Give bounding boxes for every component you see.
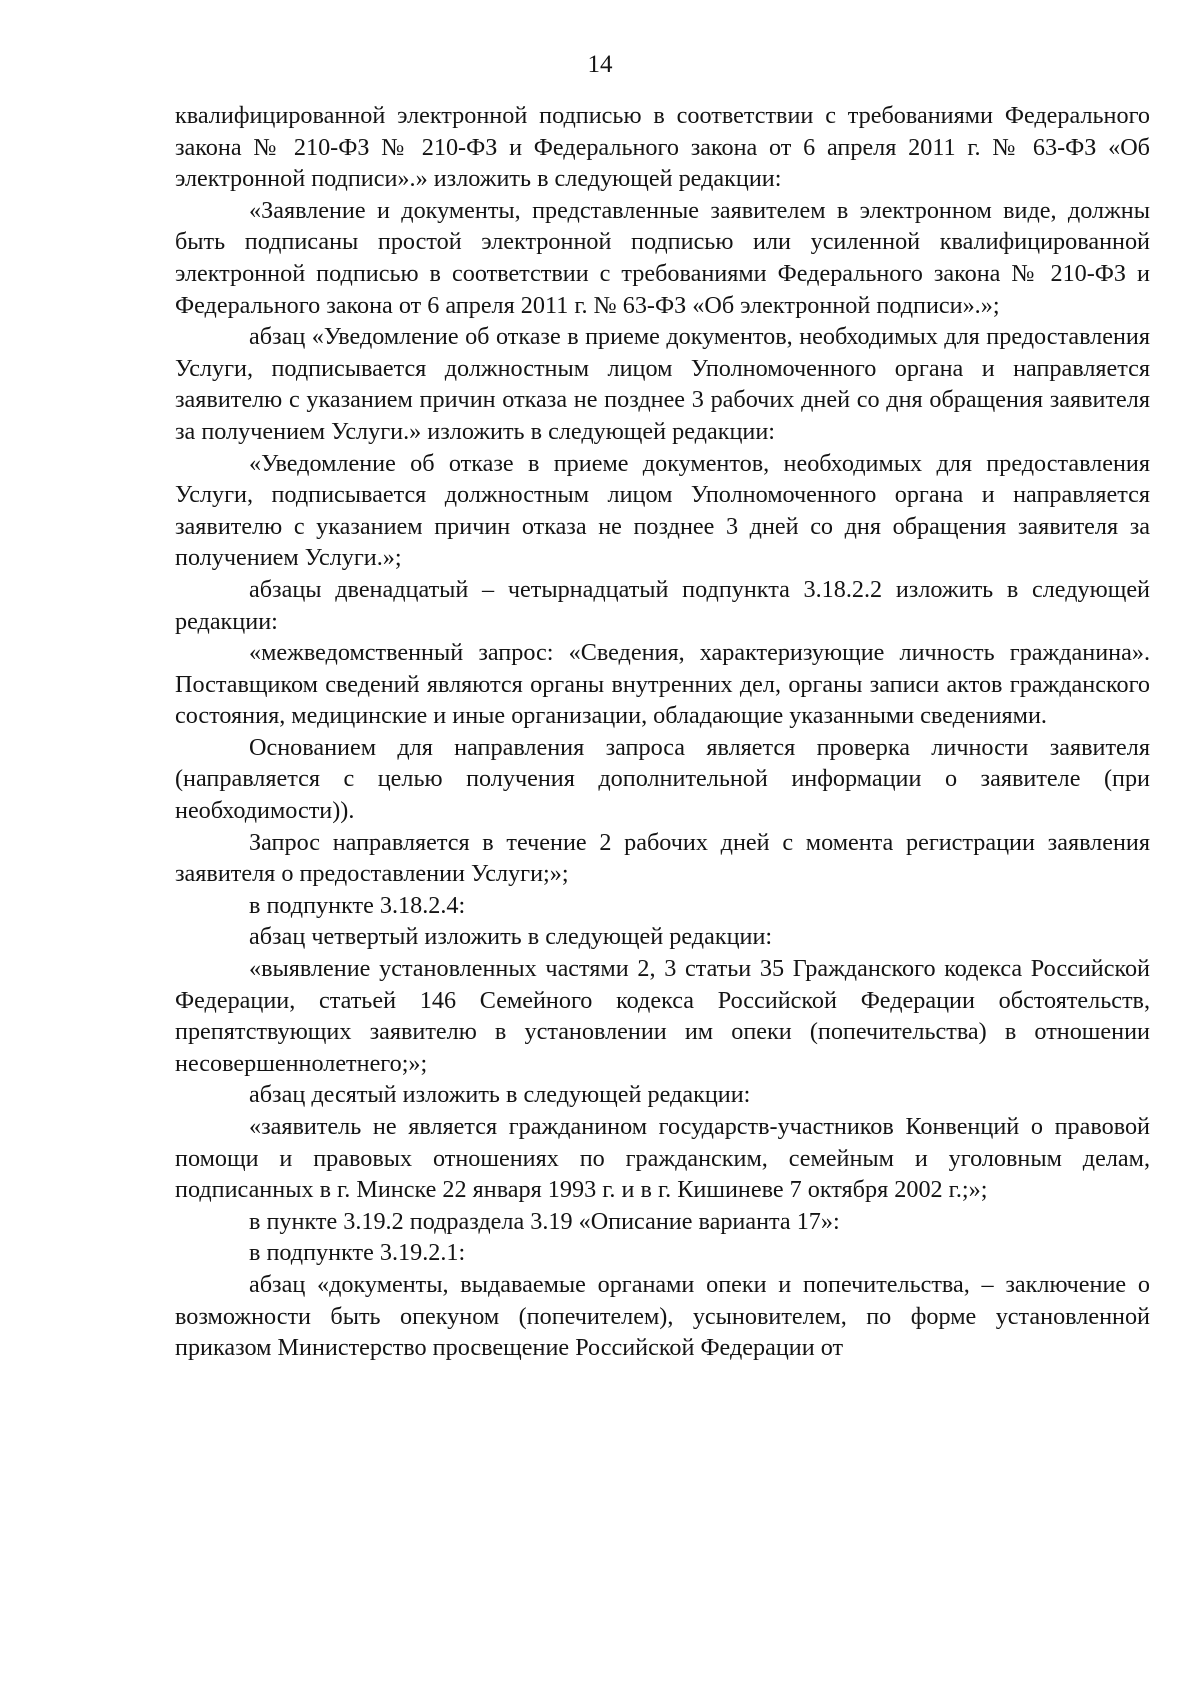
paragraph: абзац «Уведомление об отказе в приеме документов, необходимых для предоставления Услуги, подписывается должностным лицом Уполномоченного органа и направляется заявителю с указанием причин отказа не позднее 3 рабочих дней со дня обращения заявителя за получением Услуги.» изложить в следующей редакции: <box>175 323 1150 445</box>
paragraph: в подпункте 3.19.2.1: <box>249 1239 466 1267</box>
paragraph: абзац «документы, выдаваемые органами опеки и попечительства, – заключение о возможности быть опекуном (попечителем), усыновителем, по форме установленной приказом Министерство просвещение Российской Федерации от <box>175 1270 1150 1362</box>
page-number: 14 <box>587 51 613 78</box>
paragraph: абзац десятый изложить в следующей редакции: <box>249 1081 751 1109</box>
paragraph: «заявитель не является гражданином государств-участников Конвенций о правовой помощи и правовых отношениях по гражданским, семейным и уголовным делам, подписанных в г. Минске 22 января 1993 г. и в г. Кишиневе 7 октября 2002 г.;»; <box>175 1113 1150 1204</box>
paragraph: абзац четвертый изложить в следующей редакции: <box>249 923 773 951</box>
paragraph-continuation: квалифицированной электронной подписью в соответствии с требованиями Федерального закона № 210-ФЗ № 210-ФЗ и Федерального закона от 6 апреля 2011 г. № 63-ФЗ «Об электронной подписи».» изложить в следующей редакции: <box>175 102 1150 193</box>
paragraph: абзацы двенадцатый – четырнадцатый подпункта 3.18.2.2 изложить в следующей редакции: <box>175 575 1150 635</box>
paragraph: Основанием для направления запроса является проверка личности заявителя (направляется с целью получения дополнительной информации о заявителе (при необходимости)). <box>175 733 1150 825</box>
paragraph: «Уведомление об отказе в приеме документов, необходимых для предоставления Услуги, подписывается должностным лицом Уполномоченного органа и направляется заявителю с указанием причин отказа не позднее 3 дней со дня обращения заявителя за получением Услуги.»; <box>175 449 1150 572</box>
paragraph: в пункте 3.19.2 подраздела 3.19 «Описание варианта 17»: <box>249 1207 840 1235</box>
paragraph: «Заявление и документы, представленные заявителем в электронном виде, должны быть подписаны простой электронной подписью или усиленной квалифицированной электронной подписью в соответствии с требованиями Федерального закона № 210-ФЗ и Федерального закона от 6 апреля 2011 г. № 63-ФЗ «Об электронной подписи».»; <box>175 196 1150 319</box>
paragraph: в подпункте 3.18.2.4: <box>249 891 466 919</box>
paragraph: Запрос направляется в течение 2 рабочих дней с момента регистрации заявления заявителя о предоставлении Услуги;»; <box>175 828 1150 888</box>
document-body <box>175 100 1150 1364</box>
paragraph: «межведомственный запрос: «Сведения, характеризующие личность гражданина». Поставщиком сведений являются органы внутренних дел, органы записи актов гражданского состояния, медицинские и иные организации, обладающие указанными сведениями. <box>175 639 1150 730</box>
paragraph: «выявление установленных частями 2, 3 статьи 35 Гражданского кодекса Российской Федерации, статьей 146 Семейного кодекса Российской Федерации обстоятельств, препятствующих заявителю в установлении им опеки (попечительства) в отношении несовершеннолетнего;»; <box>175 955 1150 1077</box>
